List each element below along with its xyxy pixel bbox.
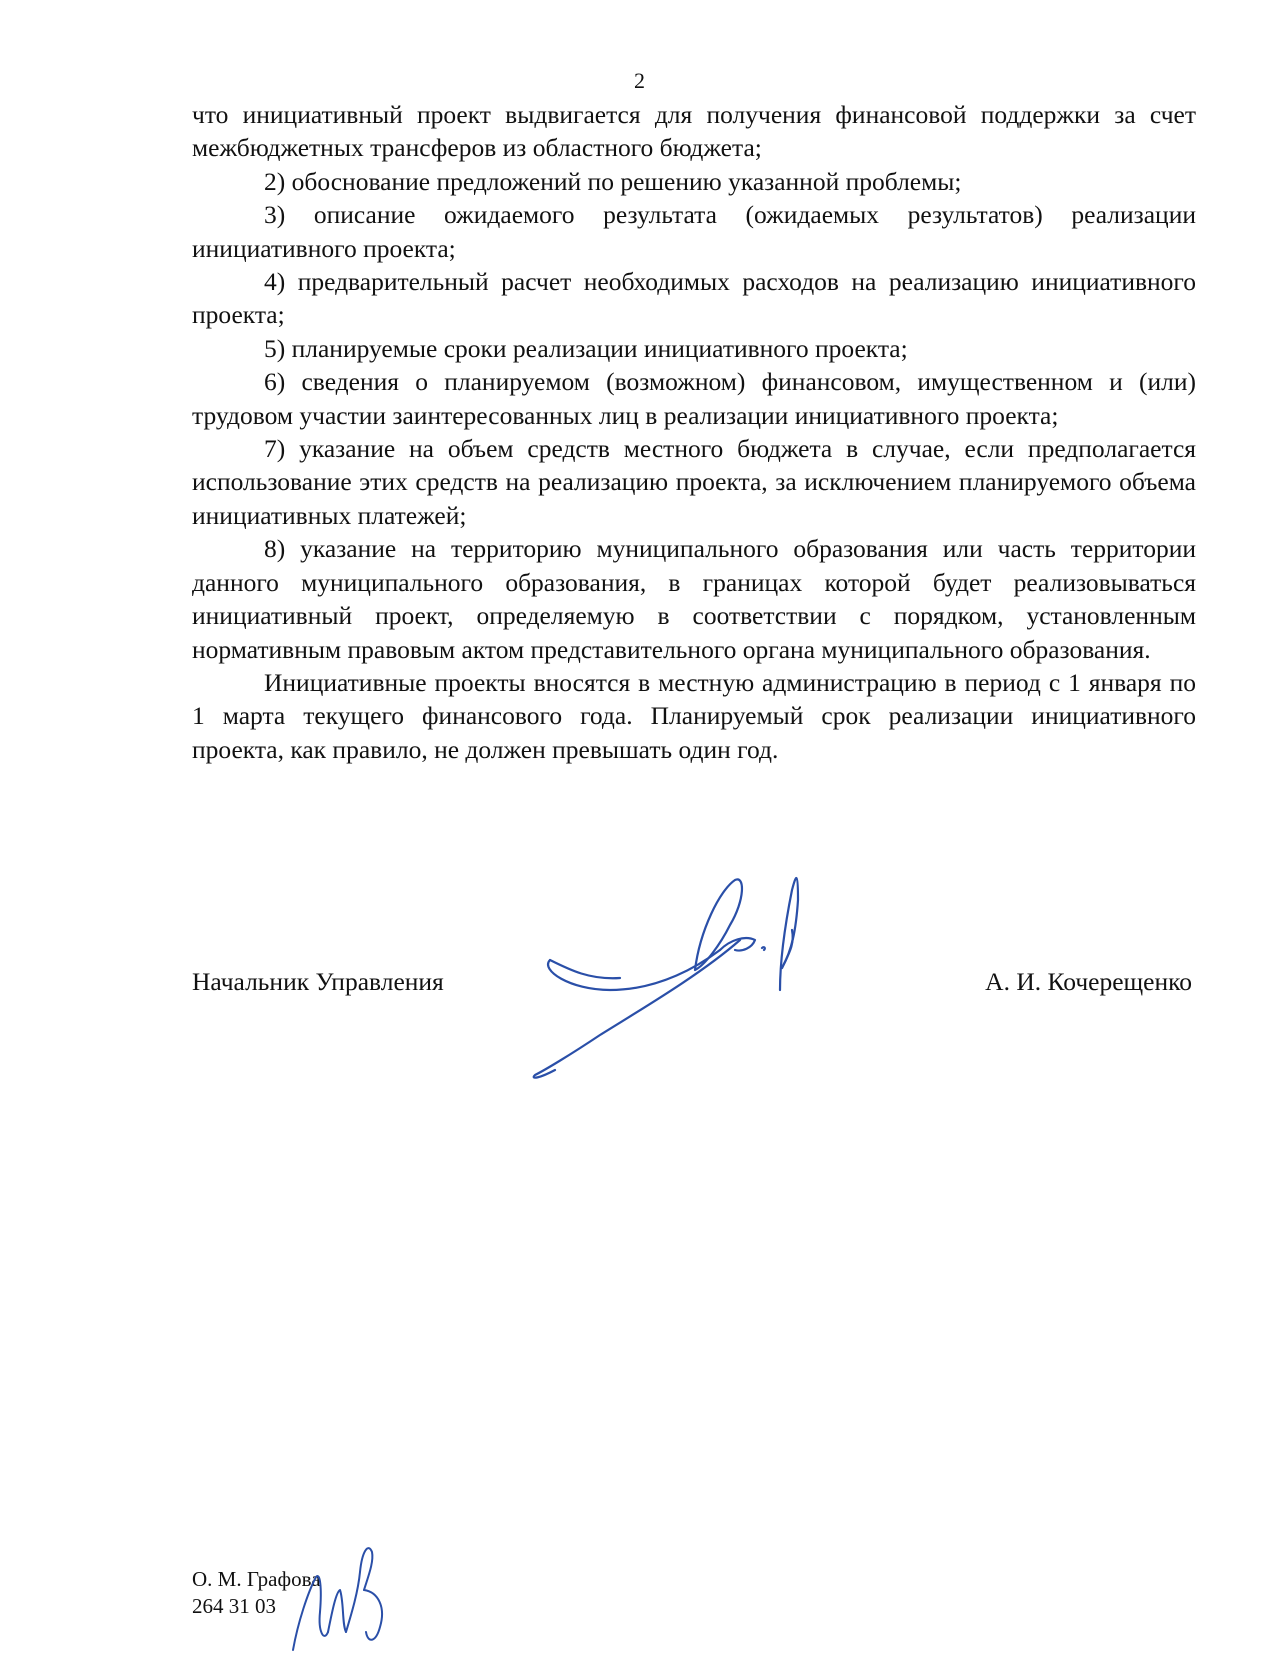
handwritten-signature-executor [288, 1532, 398, 1654]
signatory-name: А. И. Кочерещенко [985, 967, 1192, 996]
paragraph-item-5: 5) планируемые сроки реализации инициативного проекта; [264, 333, 908, 363]
document-body [192, 98, 1196, 766]
paragraph-continuation: что инициативный проект выдвигается для получения финансовой поддержки за счет межбюджетных трансферов из областного бюджета; [192, 100, 1196, 163]
paragraph-item-8: 8) указание на территорию муниципального образования или часть территории данного муниципального образования, в границах которой будет реализовываться инициативный проект, определяемую в соответствии с порядком, установленным нормативным правовым актом представительного органа муниципального образования. [192, 534, 1196, 664]
executor-phone: 264 31 03 [192, 1594, 276, 1618]
paragraph-submission-period: Инициативные проекты вносятся в местную администрацию в период с 1 января по 1 марта текущего финансового года. Планируемый срок реализации инициативного проекта, как правило, не должен превышать один год. [192, 667, 1196, 764]
paragraph-item-2: 2) обоснование предложений по решению указанной проблемы; [264, 166, 962, 196]
executor-name: О. М. Графова [192, 1567, 321, 1591]
paragraph-item-3: 3) описание ожидаемого результата (ожидаемых результатов) реализации инициативного проекта; [192, 200, 1196, 263]
paragraph-item-4: 4) предварительный расчет необходимых расходов на реализацию инициативного проекта; [192, 267, 1196, 330]
paragraph-item-6: 6) сведения о планируемом (возможном) финансовом, имущественном и (или) трудовом участии заинтересованных лиц в реализации инициативного проекта; [192, 367, 1196, 430]
signatory-position: Начальник Управления [192, 967, 444, 996]
handwritten-signature-main [530, 870, 850, 1090]
page-number: 2 [634, 68, 645, 93]
paragraph-item-7: 7) указание на объем средств местного бюджета в случае, если предполагается использование этих средств на реализацию проекта, за исключением планируемого объема инициативных платежей; [192, 434, 1196, 530]
